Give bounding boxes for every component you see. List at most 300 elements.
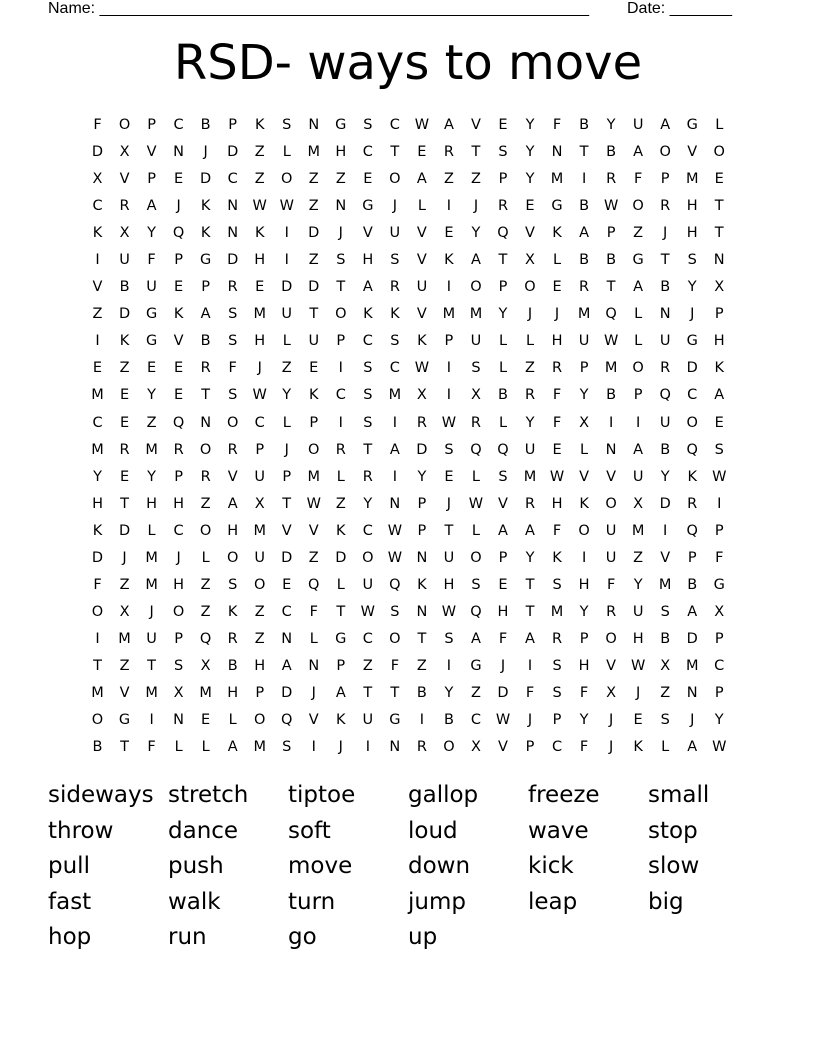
grid-letter[interactable]: P — [228, 117, 238, 134]
grid-letter[interactable]: P — [660, 171, 670, 188]
grid-letter[interactable]: N — [686, 685, 698, 701]
grid-letter[interactable]: H — [362, 252, 374, 269]
grid-letter[interactable]: B — [579, 198, 590, 215]
grid-letter[interactable]: O — [91, 603, 104, 620]
grid-letter[interactable]: Y — [525, 171, 535, 188]
grid-letter[interactable]: A — [227, 739, 238, 756]
grid-letter[interactable]: P — [309, 414, 319, 431]
grid-letter[interactable]: F — [93, 117, 102, 134]
grid-letter[interactable]: I — [392, 468, 397, 485]
grid-letter[interactable]: I — [636, 414, 641, 431]
grid-letter[interactable]: Z — [633, 225, 644, 242]
grid-letter[interactable]: A — [687, 739, 698, 756]
grid-letter[interactable]: O — [470, 549, 482, 566]
grid-letter[interactable]: Z — [146, 414, 157, 431]
grid-letter[interactable]: K — [254, 117, 265, 134]
grid-letter[interactable]: V — [281, 522, 292, 539]
grid-letter[interactable]: W — [441, 603, 457, 620]
grid-letter[interactable]: W — [603, 198, 619, 215]
grid-letter[interactable]: J — [203, 144, 208, 161]
grid-letter[interactable]: H — [335, 144, 347, 161]
grid-letter[interactable]: X — [200, 657, 211, 674]
grid-letter[interactable]: F — [552, 414, 562, 431]
grid-letter[interactable]: Z — [308, 171, 319, 188]
grid-letter[interactable]: R — [200, 468, 211, 485]
grid-letter[interactable]: F — [390, 657, 400, 674]
grid-letter[interactable]: V — [498, 739, 508, 756]
grid-letter[interactable]: O — [713, 144, 725, 161]
grid-letter[interactable]: S — [282, 739, 292, 756]
grid-letter[interactable]: E — [714, 414, 724, 431]
grid-letter[interactable]: V — [416, 252, 427, 269]
grid-letter[interactable]: N — [551, 144, 563, 161]
grid-letter[interactable]: G — [200, 252, 212, 269]
grid-letter[interactable]: U — [362, 712, 374, 729]
grid-letter[interactable]: R — [579, 279, 590, 296]
grid-letter[interactable]: G — [470, 657, 482, 674]
grid-letter[interactable]: B — [498, 387, 508, 404]
grid-letter[interactable]: P — [687, 549, 697, 566]
grid-letter[interactable]: T — [120, 495, 129, 512]
grid-letter[interactable]: Z — [119, 657, 130, 674]
grid-letter[interactable]: Q — [497, 225, 509, 242]
grid-letter[interactable]: M — [199, 685, 212, 701]
grid-letter[interactable]: K — [714, 360, 724, 377]
grid-letter[interactable]: Z — [254, 630, 265, 647]
grid-letter[interactable]: J — [392, 198, 397, 215]
grid-letter[interactable]: A — [660, 117, 671, 134]
grid-letter[interactable]: T — [120, 739, 129, 756]
grid-letter[interactable]: V — [92, 279, 103, 296]
grid-letter[interactable]: Z — [254, 144, 265, 161]
grid-letter[interactable]: V — [416, 225, 427, 242]
grid-letter[interactable]: X — [714, 279, 725, 296]
grid-letter[interactable]: D — [416, 441, 428, 458]
grid-letter[interactable]: Y — [147, 468, 156, 485]
grid-letter[interactable]: W — [306, 495, 321, 512]
grid-letter[interactable]: P — [525, 739, 535, 756]
grid-letter[interactable]: Q — [605, 306, 617, 323]
grid-letter[interactable]: P — [417, 522, 427, 539]
grid-letter[interactable]: X — [606, 685, 617, 701]
grid-letter[interactable]: B — [119, 279, 130, 296]
grid-letter[interactable]: C — [470, 712, 482, 729]
grid-letter[interactable]: Z — [335, 171, 346, 188]
word-search-grid[interactable] — [84, 112, 734, 761]
grid-letter[interactable]: F — [147, 252, 156, 269]
grid-letter[interactable]: O — [253, 712, 266, 729]
grid-letter[interactable]: S — [228, 387, 238, 404]
grid-letter[interactable]: M — [469, 306, 483, 323]
grid-letter[interactable]: V — [579, 468, 590, 485]
grid-letter[interactable]: X — [714, 603, 725, 620]
grid-letter[interactable]: L — [282, 414, 291, 431]
grid-letter[interactable]: Q — [470, 603, 482, 620]
grid-letter[interactable]: J — [338, 739, 343, 756]
grid-letter[interactable]: H — [146, 495, 158, 512]
grid-letter[interactable]: T — [525, 603, 535, 620]
grid-letter[interactable]: K — [444, 252, 454, 269]
grid-letter[interactable]: P — [174, 630, 183, 647]
grid-letter[interactable]: G — [335, 117, 347, 134]
grid-letter[interactable]: Y — [444, 685, 454, 701]
grid-letter[interactable]: K — [633, 739, 643, 756]
grid-letter[interactable]: Q — [497, 441, 509, 458]
grid-letter[interactable]: Q — [308, 576, 320, 593]
grid-letter[interactable]: T — [471, 144, 481, 161]
grid-letter[interactable]: W — [468, 495, 484, 512]
grid-letter[interactable]: O — [199, 441, 212, 458]
grid-letter[interactable]: P — [147, 117, 156, 134]
grid-letter[interactable]: M — [658, 576, 672, 593]
grid-letter[interactable]: J — [554, 306, 560, 323]
grid-letter[interactable]: J — [176, 549, 181, 566]
grid-letter[interactable]: Y — [147, 387, 156, 404]
grid-letter[interactable]: P — [255, 441, 265, 458]
grid-letter[interactable]: P — [552, 712, 562, 729]
grid-letter[interactable]: I — [338, 414, 343, 431]
grid-letter[interactable]: Y — [525, 144, 535, 161]
grid-letter[interactable]: I — [663, 522, 668, 539]
grid-letter[interactable]: J — [311, 685, 316, 701]
grid-letter[interactable]: V — [660, 549, 671, 566]
grid-letter[interactable]: E — [498, 576, 508, 593]
grid-letter[interactable]: Y — [606, 117, 616, 134]
grid-letter[interactable]: M — [550, 603, 564, 620]
grid-letter[interactable]: Y — [417, 468, 427, 485]
grid-letter[interactable]: L — [634, 333, 643, 350]
grid-letter[interactable]: B — [416, 685, 427, 701]
grid-letter[interactable]: K — [227, 603, 238, 620]
grid-letter[interactable]: R — [524, 495, 536, 512]
grid-letter[interactable]: Y — [579, 712, 589, 729]
grid-letter[interactable]: P — [174, 468, 183, 485]
grid-letter[interactable]: Y — [525, 414, 535, 431]
grid-letter[interactable]: Z — [308, 549, 319, 566]
grid-letter[interactable]: G — [335, 630, 347, 647]
grid-letter[interactable]: D — [200, 171, 212, 188]
grid-letter[interactable]: Z — [200, 576, 211, 593]
grid-letter[interactable]: L — [471, 522, 480, 539]
grid-letter[interactable]: X — [416, 387, 427, 404]
grid-letter[interactable]: S — [363, 117, 373, 134]
grid-letter[interactable]: S — [363, 414, 373, 431]
grid-letter[interactable]: K — [173, 306, 184, 323]
grid-letter[interactable]: H — [578, 576, 590, 593]
grid-letter[interactable]: D — [497, 685, 509, 701]
grid-letter[interactable]: A — [525, 630, 535, 647]
grid-letter[interactable]: I — [446, 387, 452, 404]
grid-letter[interactable]: S — [174, 657, 184, 674]
grid-letter[interactable]: A — [714, 387, 725, 404]
grid-letter[interactable]: C — [389, 117, 400, 134]
grid-letter[interactable]: P — [282, 468, 292, 485]
grid-letter[interactable]: P — [417, 495, 427, 512]
grid-letter[interactable]: E — [174, 387, 184, 404]
grid-letter[interactable]: H — [686, 225, 698, 242]
grid-letter[interactable]: L — [471, 468, 480, 485]
grid-letter[interactable]: G — [362, 198, 374, 215]
grid-letter[interactable]: M — [145, 549, 158, 566]
grid-letter[interactable]: A — [416, 171, 427, 188]
grid-letter[interactable]: S — [660, 712, 670, 729]
grid-letter[interactable]: K — [417, 576, 427, 593]
grid-letter[interactable]: I — [446, 279, 452, 296]
grid-letter[interactable]: K — [579, 495, 589, 512]
grid-letter[interactable]: A — [281, 657, 292, 674]
grid-letter[interactable]: M — [631, 522, 645, 539]
grid-letter[interactable]: L — [661, 739, 670, 756]
grid-letter[interactable]: E — [444, 225, 454, 242]
grid-letter[interactable]: O — [281, 171, 293, 188]
grid-letter[interactable]: R — [173, 441, 184, 458]
grid-letter[interactable]: P — [714, 630, 724, 647]
grid-letter[interactable]: J — [284, 441, 289, 458]
grid-letter[interactable]: T — [498, 252, 508, 269]
grid-letter[interactable]: T — [336, 603, 346, 620]
grid-letter[interactable]: S — [228, 576, 238, 593]
grid-letter[interactable]: Z — [633, 549, 644, 566]
grid-letter[interactable]: K — [552, 225, 562, 242]
grid-letter[interactable]: D — [281, 549, 293, 566]
grid-letter[interactable]: A — [470, 630, 481, 647]
grid-letter[interactable]: D — [281, 279, 293, 296]
grid-letter[interactable]: I — [446, 360, 452, 377]
grid-letter[interactable]: N — [659, 306, 671, 323]
grid-letter[interactable]: J — [176, 198, 181, 215]
grid-letter[interactable]: M — [685, 657, 699, 674]
grid-letter[interactable]: A — [227, 495, 238, 512]
grid-letter[interactable]: C — [227, 171, 238, 188]
grid-letter[interactable]: I — [392, 414, 397, 431]
grid-letter[interactable]: N — [713, 252, 725, 269]
grid-letter[interactable]: X — [579, 414, 590, 431]
grid-letter[interactable]: S — [282, 117, 292, 134]
grid-letter[interactable]: P — [336, 657, 346, 674]
grid-letter[interactable]: L — [147, 522, 156, 539]
grid-letter[interactable]: Y — [525, 549, 535, 566]
grid-letter[interactable]: O — [335, 306, 347, 323]
grid-letter[interactable]: Y — [93, 468, 102, 485]
grid-letter[interactable]: I — [419, 712, 425, 729]
grid-letter[interactable]: B — [227, 657, 238, 674]
grid-letter[interactable]: M — [550, 171, 564, 188]
grid-letter[interactable]: R — [227, 630, 238, 647]
grid-letter[interactable]: U — [659, 414, 671, 431]
grid-letter[interactable]: D — [227, 144, 239, 161]
grid-letter[interactable]: K — [92, 225, 103, 242]
grid-letter[interactable]: Q — [686, 441, 698, 458]
grid-letter[interactable]: M — [307, 468, 321, 485]
grid-letter[interactable]: Z — [416, 657, 427, 674]
grid-letter[interactable]: A — [687, 603, 698, 620]
grid-letter[interactable]: W — [441, 414, 457, 431]
grid-letter[interactable]: E — [633, 712, 643, 729]
grid-letter[interactable]: N — [389, 739, 401, 756]
grid-letter[interactable]: O — [443, 739, 455, 756]
grid-letter[interactable]: O — [470, 279, 482, 296]
grid-letter[interactable]: K — [390, 306, 400, 323]
grid-letter[interactable]: V — [606, 468, 617, 485]
grid-letter[interactable]: Q — [199, 630, 212, 647]
grid-letter[interactable]: U — [524, 441, 536, 458]
grid-letter[interactable]: Y — [687, 279, 697, 296]
grid-letter[interactable]: P — [498, 549, 508, 566]
grid-letter[interactable]: B — [606, 387, 617, 404]
grid-letter[interactable]: C — [551, 739, 563, 756]
grid-letter[interactable]: D — [335, 549, 347, 566]
grid-letter[interactable]: K — [336, 712, 346, 729]
grid-letter[interactable]: Z — [92, 306, 103, 323]
grid-letter[interactable]: J — [527, 306, 533, 323]
grid-letter[interactable]: P — [444, 333, 454, 350]
grid-letter[interactable]: I — [717, 495, 722, 512]
grid-letter[interactable]: S — [363, 387, 373, 404]
grid-letter[interactable]: Y — [471, 225, 481, 242]
grid-letter[interactable]: L — [634, 306, 643, 323]
grid-letter[interactable]: Q — [172, 225, 185, 242]
grid-letter[interactable]: O — [524, 279, 536, 296]
grid-letter[interactable]: Y — [525, 117, 535, 134]
grid-letter[interactable]: T — [390, 144, 400, 161]
grid-letter[interactable]: M — [253, 739, 266, 756]
grid-letter[interactable]: C — [714, 657, 725, 674]
grid-letter[interactable]: O — [199, 522, 212, 539]
grid-letter[interactable]: I — [95, 333, 100, 350]
grid-letter[interactable]: H — [92, 495, 103, 512]
grid-letter[interactable]: R — [362, 468, 373, 485]
grid-letter[interactable]: M — [91, 441, 104, 458]
grid-letter[interactable]: Q — [470, 441, 482, 458]
grid-letter[interactable]: T — [363, 441, 373, 458]
grid-letter[interactable]: W — [387, 522, 403, 539]
grid-letter[interactable]: F — [228, 360, 237, 377]
grid-letter[interactable]: A — [146, 198, 157, 215]
grid-letter[interactable]: Q — [659, 387, 671, 404]
grid-letter[interactable]: A — [443, 117, 454, 134]
grid-letter[interactable]: V — [606, 657, 617, 674]
grid-letter[interactable]: S — [363, 360, 373, 377]
grid-letter[interactable]: M — [145, 576, 158, 593]
grid-letter[interactable]: F — [498, 630, 508, 647]
grid-letter[interactable]: I — [608, 414, 614, 431]
grid-letter[interactable]: U — [659, 333, 671, 350]
grid-letter[interactable]: R — [227, 279, 238, 296]
grid-letter[interactable]: W — [630, 657, 646, 674]
grid-letter[interactable]: W — [495, 712, 511, 729]
grid-letter[interactable]: R — [416, 414, 427, 431]
grid-letter[interactable]: E — [119, 468, 130, 485]
grid-letter[interactable]: U — [578, 333, 590, 350]
grid-letter[interactable]: U — [632, 603, 644, 620]
grid-letter[interactable]: C — [389, 360, 400, 377]
grid-letter[interactable]: S — [336, 252, 346, 269]
grid-letter[interactable]: F — [606, 576, 616, 593]
date-field-label[interactable]: Date: _______ — [627, 0, 732, 17]
grid-letter[interactable]: M — [388, 387, 402, 404]
grid-letter[interactable]: U — [443, 549, 455, 566]
grid-letter[interactable]: Y — [579, 603, 589, 620]
grid-letter[interactable]: L — [553, 252, 562, 269]
grid-letter[interactable]: I — [338, 360, 343, 377]
grid-letter[interactable]: R — [416, 739, 427, 756]
grid-letter[interactable]: S — [390, 333, 400, 350]
grid-letter[interactable]: Y — [363, 495, 373, 512]
grid-letter[interactable]: F — [579, 739, 589, 756]
grid-letter[interactable]: R — [524, 387, 536, 404]
grid-letter[interactable]: N — [416, 549, 428, 566]
grid-letter[interactable]: I — [284, 225, 289, 242]
grid-letter[interactable]: U — [146, 630, 157, 647]
grid-letter[interactable]: B — [579, 117, 590, 134]
grid-letter[interactable]: B — [606, 144, 617, 161]
grid-letter[interactable]: C — [687, 387, 698, 404]
grid-letter[interactable]: E — [552, 279, 562, 296]
grid-letter[interactable]: Y — [282, 387, 292, 404]
grid-letter[interactable]: H — [254, 333, 266, 350]
grid-letter[interactable]: U — [308, 333, 320, 350]
grid-letter[interactable]: D — [118, 522, 131, 539]
grid-letter[interactable]: C — [92, 198, 103, 215]
grid-letter[interactable]: P — [336, 333, 346, 350]
grid-letter[interactable]: U — [281, 306, 293, 323]
grid-letter[interactable]: Y — [633, 576, 643, 593]
grid-letter[interactable]: M — [253, 522, 266, 539]
grid-letter[interactable]: X — [119, 225, 130, 242]
grid-letter[interactable]: H — [578, 657, 590, 674]
grid-letter[interactable]: E — [119, 387, 130, 404]
grid-letter[interactable]: L — [525, 333, 535, 350]
grid-letter[interactable]: W — [360, 603, 375, 620]
grid-letter[interactable]: M — [253, 306, 266, 323]
grid-letter[interactable]: K — [92, 522, 103, 539]
grid-letter[interactable]: E — [174, 279, 184, 296]
grid-letter[interactable]: V — [227, 468, 238, 485]
grid-letter[interactable]: B — [92, 739, 103, 756]
grid-letter[interactable]: P — [174, 252, 183, 269]
grid-letter[interactable]: N — [281, 630, 293, 647]
grid-letter[interactable]: O — [226, 414, 239, 431]
grid-letter[interactable]: K — [417, 333, 427, 350]
grid-letter[interactable]: J — [338, 225, 343, 242]
grid-letter[interactable]: L — [309, 630, 318, 647]
grid-letter[interactable]: S — [390, 252, 400, 269]
grid-letter[interactable]: H — [551, 495, 563, 512]
grid-letter[interactable]: J — [149, 603, 154, 620]
grid-letter[interactable]: P — [498, 279, 508, 296]
grid-letter[interactable]: T — [309, 306, 319, 323]
grid-letter[interactable]: S — [471, 576, 481, 593]
grid-letter[interactable]: X — [254, 495, 265, 512]
grid-letter[interactable]: R — [687, 495, 698, 512]
grid-letter[interactable]: T — [660, 252, 670, 269]
grid-letter[interactable]: N — [605, 441, 617, 458]
grid-letter[interactable]: H — [173, 576, 185, 593]
grid-letter[interactable]: W — [603, 333, 619, 350]
grid-letter[interactable]: I — [95, 252, 100, 269]
grid-letter[interactable]: T — [282, 495, 292, 512]
grid-letter[interactable]: N — [308, 657, 320, 674]
grid-letter[interactable]: O — [578, 522, 590, 539]
grid-letter[interactable]: A — [389, 441, 400, 458]
grid-letter[interactable]: U — [632, 468, 644, 485]
grid-letter[interactable]: I — [284, 252, 289, 269]
grid-letter[interactable]: D — [659, 495, 671, 512]
grid-letter[interactable]: J — [608, 712, 614, 729]
grid-letter[interactable]: R — [660, 198, 671, 215]
grid-letter[interactable]: P — [579, 360, 589, 377]
grid-letter[interactable]: H — [254, 252, 266, 269]
